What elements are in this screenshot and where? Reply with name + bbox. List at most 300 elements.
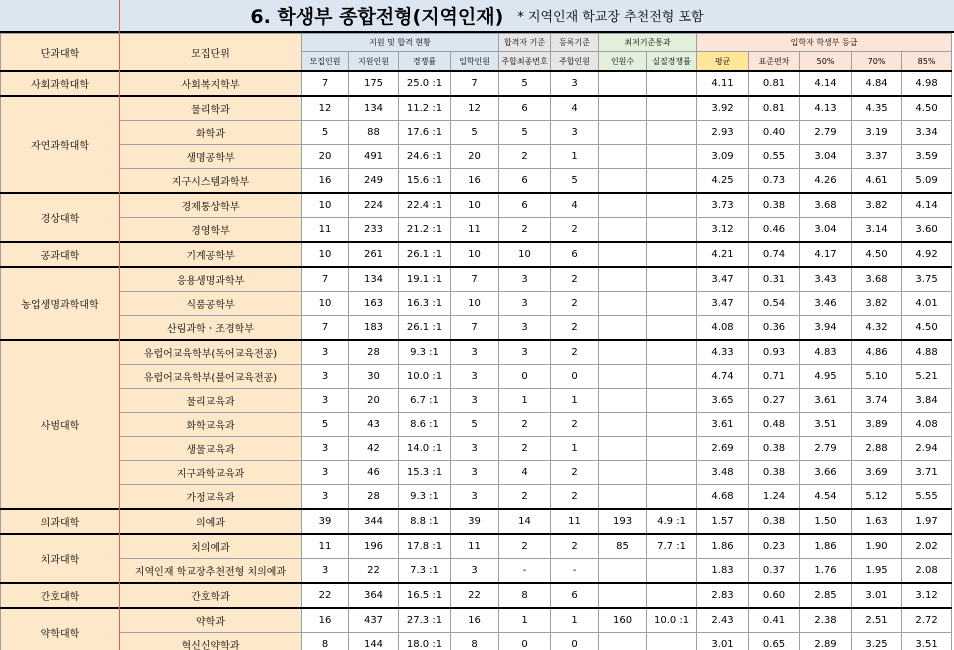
- value-cell: [647, 365, 697, 389]
- value-cell: 3: [451, 485, 499, 510]
- value-cell: [647, 485, 697, 510]
- value-cell: 2.69: [697, 437, 749, 461]
- value-cell: 39: [302, 509, 349, 534]
- value-cell: 4.9 :1: [647, 509, 697, 534]
- value-cell: 2: [499, 485, 551, 510]
- value-cell: [599, 121, 647, 145]
- value-cell: [647, 145, 697, 169]
- value-cell: [599, 218, 647, 243]
- value-cell: [647, 583, 697, 608]
- value-cell: 5: [551, 169, 599, 194]
- value-cell: 4.08: [697, 316, 749, 341]
- value-cell: 3.69: [852, 461, 902, 485]
- page-subtitle: * 지역인재 학교장 추천전형 포함: [517, 10, 704, 25]
- table-row: [1, 218, 952, 243]
- value-cell: 3.43: [800, 267, 852, 292]
- value-cell: 4: [551, 193, 599, 218]
- value-cell: 12: [302, 96, 349, 121]
- value-cell: 0: [551, 633, 599, 650]
- value-cell: 17.8 :1: [399, 534, 451, 559]
- value-cell: 4.83: [800, 340, 852, 365]
- header-group-reg: 등록기준: [551, 34, 599, 52]
- value-cell: 261: [349, 242, 399, 267]
- value-cell: [647, 242, 697, 267]
- value-cell: 5: [302, 121, 349, 145]
- value-cell: 1.63: [852, 509, 902, 534]
- value-cell: 1: [499, 389, 551, 413]
- dept-cell: 가정교육과: [120, 485, 302, 510]
- value-cell: [599, 193, 647, 218]
- subheader-11: 70%: [852, 52, 902, 71]
- value-cell: [599, 389, 647, 413]
- page-title: 6. 학생부 종합전형(지역인재): [250, 6, 504, 28]
- header-dept: 모집단위: [120, 34, 302, 72]
- value-cell: 3.71: [902, 461, 952, 485]
- value-cell: 3.25: [852, 633, 902, 650]
- value-cell: 10: [302, 193, 349, 218]
- value-cell: 3.01: [852, 583, 902, 608]
- value-cell: [647, 121, 697, 145]
- value-cell: [647, 633, 697, 650]
- value-cell: 3: [451, 389, 499, 413]
- value-cell: 22: [302, 583, 349, 608]
- value-cell: [647, 169, 697, 194]
- subheader-1: 지원인원: [349, 52, 399, 71]
- value-cell: 2.51: [852, 608, 902, 633]
- value-cell: 5: [451, 121, 499, 145]
- value-cell: 7: [302, 267, 349, 292]
- value-cell: 2: [551, 413, 599, 437]
- value-cell: 3: [499, 340, 551, 365]
- value-cell: [599, 267, 647, 292]
- value-cell: 3.51: [902, 633, 952, 650]
- dept-cell: 지구과학교육과: [120, 461, 302, 485]
- value-cell: 11: [302, 534, 349, 559]
- value-cell: [599, 437, 647, 461]
- table-row: [1, 267, 952, 292]
- college-cell: 자연과학대학: [1, 96, 120, 193]
- value-cell: -: [499, 559, 551, 584]
- value-cell: 26.1 :1: [399, 242, 451, 267]
- value-cell: 7.7 :1: [647, 534, 697, 559]
- value-cell: 3.68: [852, 267, 902, 292]
- value-cell: 4: [499, 461, 551, 485]
- table-row: [1, 96, 952, 121]
- value-cell: 3.34: [902, 121, 952, 145]
- value-cell: 134: [349, 267, 399, 292]
- value-cell: 344: [349, 509, 399, 534]
- value-cell: 1.97: [902, 509, 952, 534]
- value-cell: 0.23: [749, 534, 800, 559]
- value-cell: 3.47: [697, 292, 749, 316]
- value-cell: [647, 267, 697, 292]
- value-cell: [599, 413, 647, 437]
- table-row: [1, 534, 952, 559]
- value-cell: 3.37: [852, 145, 902, 169]
- value-cell: 0.73: [749, 169, 800, 194]
- value-cell: 11: [302, 218, 349, 243]
- value-cell: 10: [451, 193, 499, 218]
- value-cell: 0.71: [749, 365, 800, 389]
- value-cell: 6: [499, 193, 551, 218]
- value-cell: 249: [349, 169, 399, 194]
- value-cell: 0.38: [749, 193, 800, 218]
- value-cell: 224: [349, 193, 399, 218]
- value-cell: 24.6 :1: [399, 145, 451, 169]
- value-cell: 3.82: [852, 292, 902, 316]
- header-group-pass: 합격자 기준: [499, 34, 551, 52]
- value-cell: 3.68: [800, 193, 852, 218]
- value-cell: 5.21: [902, 365, 952, 389]
- value-cell: 4: [551, 96, 599, 121]
- value-cell: 3.12: [902, 583, 952, 608]
- value-cell: 20: [302, 145, 349, 169]
- value-cell: 4.14: [800, 71, 852, 96]
- value-cell: [647, 96, 697, 121]
- value-cell: 0.36: [749, 316, 800, 341]
- value-cell: 3.75: [902, 267, 952, 292]
- table-row: [1, 389, 952, 413]
- value-cell: 183: [349, 316, 399, 341]
- value-cell: 2.88: [852, 437, 902, 461]
- title-bar: [0, 0, 954, 33]
- dept-cell: 물리학과: [120, 96, 302, 121]
- value-cell: 3.19: [852, 121, 902, 145]
- value-cell: 1.83: [697, 559, 749, 584]
- value-cell: 175: [349, 71, 399, 96]
- value-cell: 1.86: [800, 534, 852, 559]
- table-row: [1, 145, 952, 169]
- value-cell: 3: [302, 389, 349, 413]
- value-cell: 28: [349, 340, 399, 365]
- value-cell: 1.86: [697, 534, 749, 559]
- value-cell: 4.84: [852, 71, 902, 96]
- table-row: [1, 485, 952, 510]
- value-cell: 30: [349, 365, 399, 389]
- value-cell: 10: [302, 292, 349, 316]
- value-cell: 3.94: [800, 316, 852, 341]
- value-cell: 6.7 :1: [399, 389, 451, 413]
- table-row: [1, 121, 952, 145]
- value-cell: 8.6 :1: [399, 413, 451, 437]
- table-row: [1, 413, 952, 437]
- value-cell: 8: [451, 633, 499, 650]
- college-cell: 사범대학: [1, 340, 120, 509]
- value-cell: 0.37: [749, 559, 800, 584]
- value-cell: 1.57: [697, 509, 749, 534]
- value-cell: 0.48: [749, 413, 800, 437]
- value-cell: 2: [551, 461, 599, 485]
- college-cell: 간호대학: [1, 583, 120, 608]
- value-cell: 2.89: [800, 633, 852, 650]
- value-cell: 4.25: [697, 169, 749, 194]
- value-cell: 4.21: [697, 242, 749, 267]
- value-cell: 0.55: [749, 145, 800, 169]
- value-cell: 85: [599, 534, 647, 559]
- value-cell: 25.0 :1: [399, 71, 451, 96]
- value-cell: 15.6 :1: [399, 169, 451, 194]
- value-cell: 0.93: [749, 340, 800, 365]
- value-cell: 0.38: [749, 509, 800, 534]
- value-cell: 3.73: [697, 193, 749, 218]
- value-cell: 10.0 :1: [647, 608, 697, 633]
- value-cell: 6: [551, 242, 599, 267]
- value-cell: 11: [451, 534, 499, 559]
- value-cell: 2: [499, 534, 551, 559]
- value-cell: 1.95: [852, 559, 902, 584]
- value-cell: 437: [349, 608, 399, 633]
- value-cell: 7: [451, 71, 499, 96]
- value-cell: [599, 145, 647, 169]
- value-cell: 4.61: [852, 169, 902, 194]
- dept-cell: 약학과: [120, 608, 302, 633]
- dept-cell: 물리교육과: [120, 389, 302, 413]
- college-cell: 의과대학: [1, 509, 120, 534]
- table-row: [1, 608, 952, 633]
- value-cell: [599, 340, 647, 365]
- value-cell: 4.88: [902, 340, 952, 365]
- dept-cell: 의예과: [120, 509, 302, 534]
- value-cell: 43: [349, 413, 399, 437]
- value-cell: 3: [451, 437, 499, 461]
- value-cell: 3.60: [902, 218, 952, 243]
- table-row: [1, 169, 952, 194]
- value-cell: 2.79: [800, 437, 852, 461]
- value-cell: 2.93: [697, 121, 749, 145]
- value-cell: 8.8 :1: [399, 509, 451, 534]
- value-cell: 1: [551, 389, 599, 413]
- admission-table: [0, 33, 952, 650]
- value-cell: 16.5 :1: [399, 583, 451, 608]
- value-cell: 4.33: [697, 340, 749, 365]
- value-cell: 3.59: [902, 145, 952, 169]
- value-cell: 4.86: [852, 340, 902, 365]
- value-cell: 5: [499, 71, 551, 96]
- table-row: [1, 559, 952, 584]
- value-cell: 5.10: [852, 365, 902, 389]
- table-row: [1, 509, 952, 534]
- table-row: [1, 292, 952, 316]
- value-cell: 2: [499, 218, 551, 243]
- value-cell: 3: [499, 316, 551, 341]
- value-cell: 0.60: [749, 583, 800, 608]
- value-cell: [599, 316, 647, 341]
- value-cell: 3: [302, 559, 349, 584]
- value-cell: 1: [551, 608, 599, 633]
- dept-cell: 지구시스템과학부: [120, 169, 302, 194]
- value-cell: 14.0 :1: [399, 437, 451, 461]
- value-cell: 3.51: [800, 413, 852, 437]
- dept-cell: 식품공학부: [120, 292, 302, 316]
- value-cell: 2: [551, 340, 599, 365]
- value-cell: 12: [451, 96, 499, 121]
- value-cell: 2.08: [902, 559, 952, 584]
- value-cell: 2.38: [800, 608, 852, 633]
- value-cell: 4.14: [902, 193, 952, 218]
- dept-cell: 생명공학부: [120, 145, 302, 169]
- value-cell: 4.01: [902, 292, 952, 316]
- value-cell: 3.82: [852, 193, 902, 218]
- college-cell: 농업생명과학대학: [1, 267, 120, 340]
- value-cell: 3: [551, 71, 599, 96]
- table-row: [1, 633, 952, 650]
- value-cell: 18.0 :1: [399, 633, 451, 650]
- subheader-7: 실질경쟁률: [647, 52, 697, 71]
- value-cell: 4.50: [902, 316, 952, 341]
- value-cell: 3.47: [697, 267, 749, 292]
- value-cell: [599, 96, 647, 121]
- value-cell: 7.3 :1: [399, 559, 451, 584]
- table-row: [1, 316, 952, 341]
- dept-cell: 생물교육과: [120, 437, 302, 461]
- value-cell: 15.3 :1: [399, 461, 451, 485]
- value-cell: 134: [349, 96, 399, 121]
- value-cell: 1.24: [749, 485, 800, 510]
- table-row: [1, 71, 952, 96]
- dept-cell: 경제통상학부: [120, 193, 302, 218]
- value-cell: 3: [499, 292, 551, 316]
- value-cell: [599, 485, 647, 510]
- value-cell: 3: [499, 267, 551, 292]
- value-cell: 3: [451, 461, 499, 485]
- value-cell: 3.89: [852, 413, 902, 437]
- value-cell: 2.79: [800, 121, 852, 145]
- value-cell: 1: [551, 437, 599, 461]
- table-row: [1, 437, 952, 461]
- value-cell: 11: [551, 509, 599, 534]
- value-cell: 4.32: [852, 316, 902, 341]
- value-cell: 4.13: [800, 96, 852, 121]
- value-cell: 5: [302, 413, 349, 437]
- value-cell: 0.81: [749, 96, 800, 121]
- value-cell: 19.1 :1: [399, 267, 451, 292]
- value-cell: 3.84: [902, 389, 952, 413]
- value-cell: 4.17: [800, 242, 852, 267]
- value-cell: 3.14: [852, 218, 902, 243]
- value-cell: 3: [451, 559, 499, 584]
- value-cell: 2.85: [800, 583, 852, 608]
- value-cell: [599, 583, 647, 608]
- value-cell: 2: [551, 485, 599, 510]
- value-cell: 3: [451, 365, 499, 389]
- value-cell: 4.92: [902, 242, 952, 267]
- value-cell: 1.90: [852, 534, 902, 559]
- subheader-4: 주합최종번호: [499, 52, 551, 71]
- value-cell: 8: [499, 583, 551, 608]
- dept-cell: 지역인재 학교장추천전형 치의예과: [120, 559, 302, 584]
- value-cell: 3.12: [697, 218, 749, 243]
- value-cell: 3: [451, 340, 499, 365]
- subheader-5: 주합인원: [551, 52, 599, 71]
- value-cell: 1: [551, 145, 599, 169]
- value-cell: 2: [499, 413, 551, 437]
- value-cell: 163: [349, 292, 399, 316]
- value-cell: 0.81: [749, 71, 800, 96]
- value-cell: 2: [499, 437, 551, 461]
- dept-cell: 화학교육과: [120, 413, 302, 437]
- value-cell: [647, 413, 697, 437]
- dept-cell: 산림과학ㆍ조경학부: [120, 316, 302, 341]
- value-cell: 160: [599, 608, 647, 633]
- value-cell: 3.61: [800, 389, 852, 413]
- college-cell: 사회과학대학: [1, 71, 120, 96]
- value-cell: 3.74: [852, 389, 902, 413]
- column-divider: [119, 0, 120, 650]
- value-cell: 144: [349, 633, 399, 650]
- value-cell: 4.50: [902, 96, 952, 121]
- value-cell: 22: [451, 583, 499, 608]
- value-cell: 10: [499, 242, 551, 267]
- value-cell: 0: [499, 365, 551, 389]
- value-cell: 364: [349, 583, 399, 608]
- value-cell: 5.09: [902, 169, 952, 194]
- value-cell: 6: [499, 169, 551, 194]
- value-cell: 16: [302, 608, 349, 633]
- value-cell: 46: [349, 461, 399, 485]
- value-cell: 0.27: [749, 389, 800, 413]
- value-cell: 2: [551, 267, 599, 292]
- value-cell: 196: [349, 534, 399, 559]
- dept-cell: 사회복지학부: [120, 71, 302, 96]
- table-row: [1, 365, 952, 389]
- value-cell: 4.08: [902, 413, 952, 437]
- value-cell: 21.2 :1: [399, 218, 451, 243]
- value-cell: 0.41: [749, 608, 800, 633]
- value-cell: 16.3 :1: [399, 292, 451, 316]
- dept-cell: 유럽어교육학부(불어교육전공): [120, 365, 302, 389]
- value-cell: 0.38: [749, 461, 800, 485]
- value-cell: 2: [551, 316, 599, 341]
- value-cell: 6: [499, 96, 551, 121]
- value-cell: 5: [499, 121, 551, 145]
- subheader-0: 모집인원: [302, 52, 349, 71]
- college-cell: 공과대학: [1, 242, 120, 267]
- value-cell: 20: [451, 145, 499, 169]
- value-cell: 3.61: [697, 413, 749, 437]
- value-cell: 10: [451, 292, 499, 316]
- value-cell: 2: [551, 218, 599, 243]
- value-cell: 0.40: [749, 121, 800, 145]
- value-cell: 2.83: [697, 583, 749, 608]
- value-cell: 88: [349, 121, 399, 145]
- dept-cell: 기계공학부: [120, 242, 302, 267]
- table-row: [1, 340, 952, 365]
- value-cell: 28: [349, 485, 399, 510]
- value-cell: 0: [551, 365, 599, 389]
- value-cell: 3.65: [697, 389, 749, 413]
- value-cell: 2: [499, 145, 551, 169]
- table-row: [1, 242, 952, 267]
- value-cell: 7: [451, 267, 499, 292]
- value-cell: 27.3 :1: [399, 608, 451, 633]
- value-cell: [647, 559, 697, 584]
- value-cell: [599, 169, 647, 194]
- value-cell: 16: [302, 169, 349, 194]
- value-cell: [647, 389, 697, 413]
- value-cell: 2.94: [902, 437, 952, 461]
- value-cell: [647, 292, 697, 316]
- value-cell: 17.6 :1: [399, 121, 451, 145]
- value-cell: 3.04: [800, 218, 852, 243]
- value-cell: 14: [499, 509, 551, 534]
- value-cell: 22: [349, 559, 399, 584]
- subheader-6: 인원수: [599, 52, 647, 71]
- value-cell: 4.54: [800, 485, 852, 510]
- value-cell: 0.31: [749, 267, 800, 292]
- value-cell: 7: [302, 71, 349, 96]
- value-cell: 5.55: [902, 485, 952, 510]
- value-cell: 7: [302, 316, 349, 341]
